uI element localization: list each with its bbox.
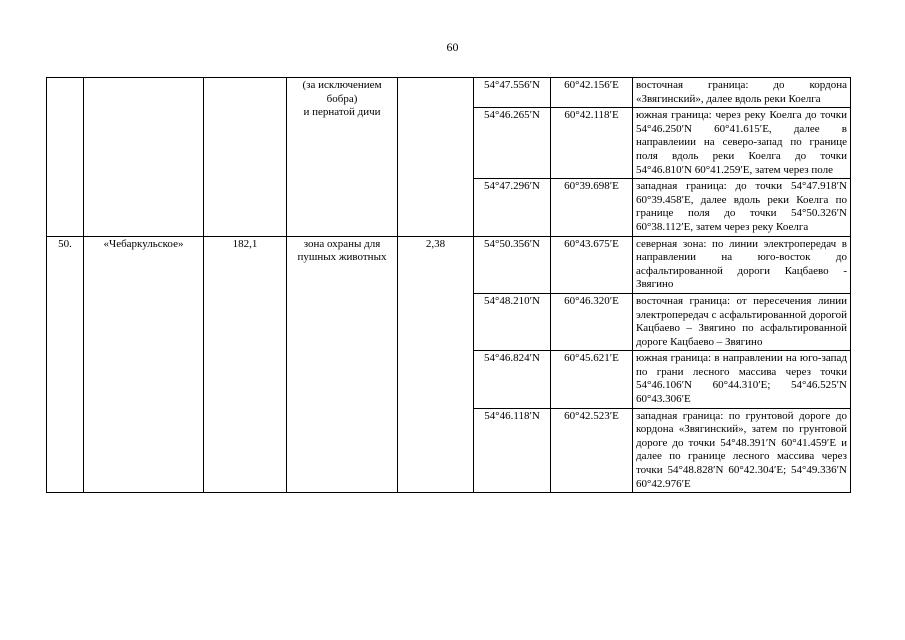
latitude-cell: 54°46.265′N bbox=[474, 108, 551, 179]
boundary-description: восточная граница: до кордона «Звягинский», далее вдоль реки Коелга bbox=[633, 78, 851, 108]
longitude-cell: 60°42.118′E bbox=[551, 108, 633, 179]
latitude-cell: 54°48.210′N bbox=[474, 293, 551, 350]
zone-name bbox=[84, 78, 204, 237]
zone-area: 182,1 bbox=[204, 236, 287, 493]
table-row bbox=[47, 236, 851, 293]
longitude-cell: 60°46.320′E bbox=[551, 293, 633, 350]
zones-table bbox=[46, 77, 851, 493]
longitude-cell: 60°45.621′E bbox=[551, 351, 633, 408]
boundary-description: западная граница: до точки 54°47.918′N 60°39.458′E, далее вдоль реки Коелга по границе поля до точки 54°50.326′N 60°38.112′E, затем через реку Коелга bbox=[633, 179, 851, 236]
latitude-cell: 54°46.824′N bbox=[474, 351, 551, 408]
protected-area: 2,38 bbox=[398, 236, 474, 493]
row-number: 50. bbox=[47, 236, 84, 493]
latitude-cell: 54°47.556′N bbox=[474, 78, 551, 108]
zone-purpose: зона охраны для пушных животных bbox=[287, 236, 398, 493]
boundary-description: южная граница: через реку Коелга до точки 54°46.250′N 60°41.615′E, далее в направлеиии на северо-запад по границе поля вдоль реки Коелга до точки 54°46.810′N 60°41.259′E, затем через поле bbox=[633, 108, 851, 179]
zone-area bbox=[204, 78, 287, 237]
zone-purpose: (за исключением бобра) и пернатой дичи bbox=[287, 78, 398, 237]
zone-name: «Чебаркульское» bbox=[84, 236, 204, 493]
protected-area bbox=[398, 78, 474, 237]
row-number bbox=[47, 78, 84, 237]
boundary-description: восточная граница: от пересечения линии электропередач с асфальтированной дорогой Кацбаево – Звягино по асфальтированной дороге Кацбаево – Звягино bbox=[633, 293, 851, 350]
longitude-cell: 60°43.675′E bbox=[551, 236, 633, 293]
longitude-cell: 60°42.523′E bbox=[551, 408, 633, 493]
latitude-cell: 54°47.296′N bbox=[474, 179, 551, 236]
page-number: 60 bbox=[446, 40, 459, 54]
table-row bbox=[47, 78, 851, 108]
longitude-cell: 60°39.698′E bbox=[551, 179, 633, 236]
latitude-cell: 54°46.118′N bbox=[474, 408, 551, 493]
boundary-description: западная граница: по грунтовой дороге до кордона «Звягинский», затем по грунтовой дороге до точки 54°48.391′N 60°41.459′E и далее по границе лесного массива через точки 54°48.828′N 60°42.304′E; 54°49.336′N 60°42.976′E bbox=[633, 408, 851, 493]
boundary-description: южная граница: в направлении на юго-запад по грани лесного массива через точки 54°46.106′N 60°44.310′E; 54°46.525′N 60°43.306′E bbox=[633, 351, 851, 408]
longitude-cell: 60°42.156′E bbox=[551, 78, 633, 108]
latitude-cell: 54°50.356′N bbox=[474, 236, 551, 293]
boundary-description: северная зона: по линии электропередач в направлении на юго-восток до асфальтированной дороги Кацбаево - Звягино bbox=[633, 236, 851, 293]
